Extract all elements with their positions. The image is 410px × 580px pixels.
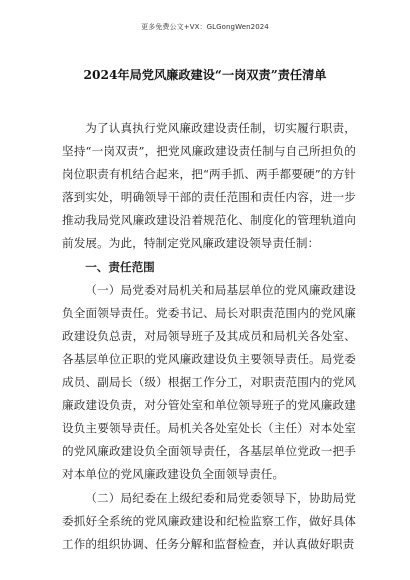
section-paragraph: （一）局党委对局机关和局基层单位的党风廉政建设负全面领导责任。党委书记、局长对职责范围内的党风廉政建设负总责，对局领导班子及其成员和局机关各处室、各基层单位正职的党风廉政建设负主要领导责任。局党委成员、副局长（级）根据工作分工，对职责范围内的党风廉政建设负责，对分管处室和单位领导班子的党风廉政建设负主要领导责任。局机关各处室处长（主任）对本处室的党风廉政建设负全面领导责任，各基层单位党政一把手对本单位的党风廉政建设负全面领导责任。 <box>62 282 356 482</box>
document-body <box>62 117 356 556</box>
header-note: 更多免费公文+VX：GLGongWen2024 <box>141 23 269 31</box>
document-title: 2024年局党风廉政建设“一岗双责”责任清单 <box>83 68 327 82</box>
section-heading: 一、责任范围 <box>85 259 155 274</box>
section-paragraph: （二）局纪委在上级纪委和局党委领导下，协助局党委抓好全系统的党风廉政建设和纪检监察工作，做好具体工作的组织协调、任务分解和监督检查，并认真做好职责 <box>62 490 356 551</box>
intro-paragraph: 为了认真执行党风廉政建设责任制，切实履行职责，坚持“一岗双责”，把党风廉政建设责任制与自己所担负的岗位职责有机结合起来，把“两手抓、两手都要硬”的方针落到实处，明确领导干部的责任范围和责任内容，进一步推动我局党风廉政建设沿着规范化、制度化的管理轨道向前发展。为此，特制定党风廉政建设领导责任制： <box>62 121 356 251</box>
